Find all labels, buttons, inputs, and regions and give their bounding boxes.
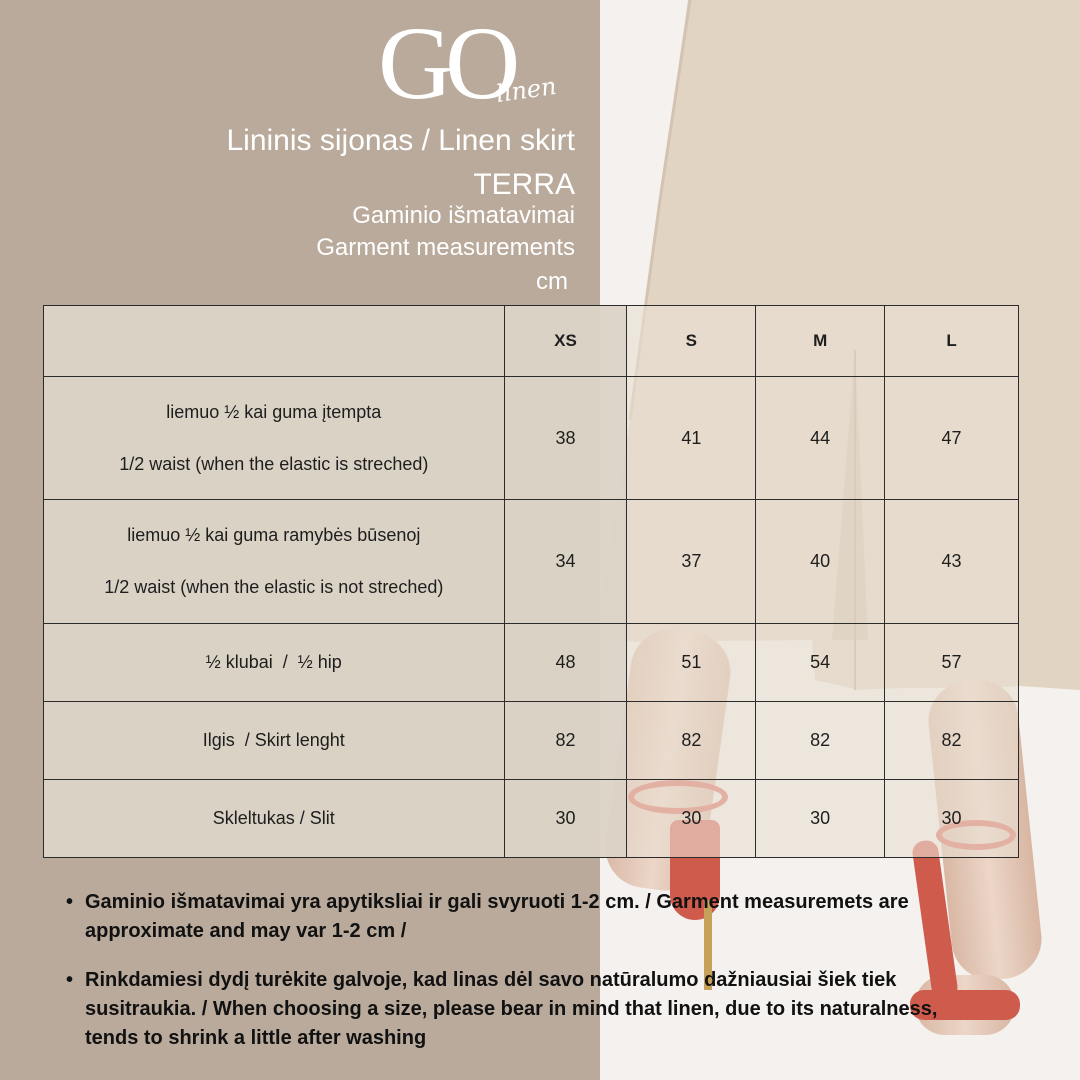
row-label-waist-stretched — [44, 377, 505, 500]
value-cell: 82 — [885, 701, 1019, 779]
table-row — [44, 377, 1019, 500]
list-item — [62, 966, 952, 1053]
value-cell: 47 — [885, 377, 1019, 500]
value-cell: 82 — [756, 701, 885, 779]
header-empty-cell — [44, 306, 505, 377]
size-chart-table — [43, 305, 1019, 858]
product-name: Lininis sijonas / Linen skirt — [226, 124, 575, 157]
bullet-icon: • — [66, 969, 74, 991]
value-cell: 30 — [756, 779, 885, 857]
row-label-length: Ilgis / Skirt lenght — [44, 701, 505, 779]
header-size-s: S — [627, 306, 756, 377]
note-text: Gaminio išmatavimai yra apytiksliai ir gali svyruoti 1-2 cm. / Garment measuremets are approximate and may var 1-2 cm / — [85, 891, 909, 942]
value-cell: 38 — [504, 377, 627, 500]
header-size-l: L — [885, 306, 1019, 377]
notes-list — [62, 888, 952, 1073]
row-label-waist-relaxed — [44, 500, 505, 623]
measurements-title-lt: Gaminio išmatavimai — [352, 202, 575, 229]
value-cell: 51 — [627, 623, 756, 701]
label-en: 1/2 waist (when the elastic is streched) — [119, 454, 429, 475]
header-size-xs: XS — [504, 306, 627, 377]
list-item — [62, 888, 952, 946]
label-en: 1/2 waist (when the elastic is not streched) — [104, 577, 444, 598]
label-lt: liemuo ½ kai guma įtempta — [166, 402, 382, 423]
value-cell: 48 — [504, 623, 627, 701]
value-cell: 44 — [756, 377, 885, 500]
value-cell: 30 — [504, 779, 627, 857]
note-text: Rinkdamiesi dydį turėkite galvoje, kad linas dėl savo natūralumo dažniausiai šiek tiek susitraukia. / When choosing a size, please bear in mind that linen, due to its naturalness, tends to shrink a little after washing — [85, 969, 938, 1049]
label-lt: liemuo ½ kai guma ramybės būsenoj — [127, 525, 421, 546]
go-linen-logo — [378, 6, 588, 121]
bullet-icon: • — [66, 891, 74, 913]
logo-script: linen — [494, 71, 559, 109]
model-name: TERRA — [473, 168, 575, 201]
row-label-slit: Skleltukas / Slit — [44, 779, 505, 857]
value-cell: 30 — [627, 779, 756, 857]
value-cell: 82 — [504, 701, 627, 779]
table-row — [44, 500, 1019, 623]
value-cell: 82 — [627, 701, 756, 779]
table-row — [44, 779, 1019, 857]
value-cell: 41 — [627, 377, 756, 500]
value-cell: 54 — [756, 623, 885, 701]
logo-mark: GO — [378, 6, 513, 121]
value-cell: 40 — [756, 500, 885, 623]
value-cell: 57 — [885, 623, 1019, 701]
value-cell: 30 — [885, 779, 1019, 857]
unit-label: cm — [536, 268, 568, 295]
table-header-row — [44, 306, 1019, 377]
value-cell: 37 — [627, 500, 756, 623]
row-label-hip: ½ klubai / ½ hip — [44, 623, 505, 701]
value-cell: 34 — [504, 500, 627, 623]
value-cell: 43 — [885, 500, 1019, 623]
header-size-m: M — [756, 306, 885, 377]
table-row — [44, 623, 1019, 701]
measurements-title-en: Garment measurements — [316, 234, 575, 261]
table-row — [44, 701, 1019, 779]
